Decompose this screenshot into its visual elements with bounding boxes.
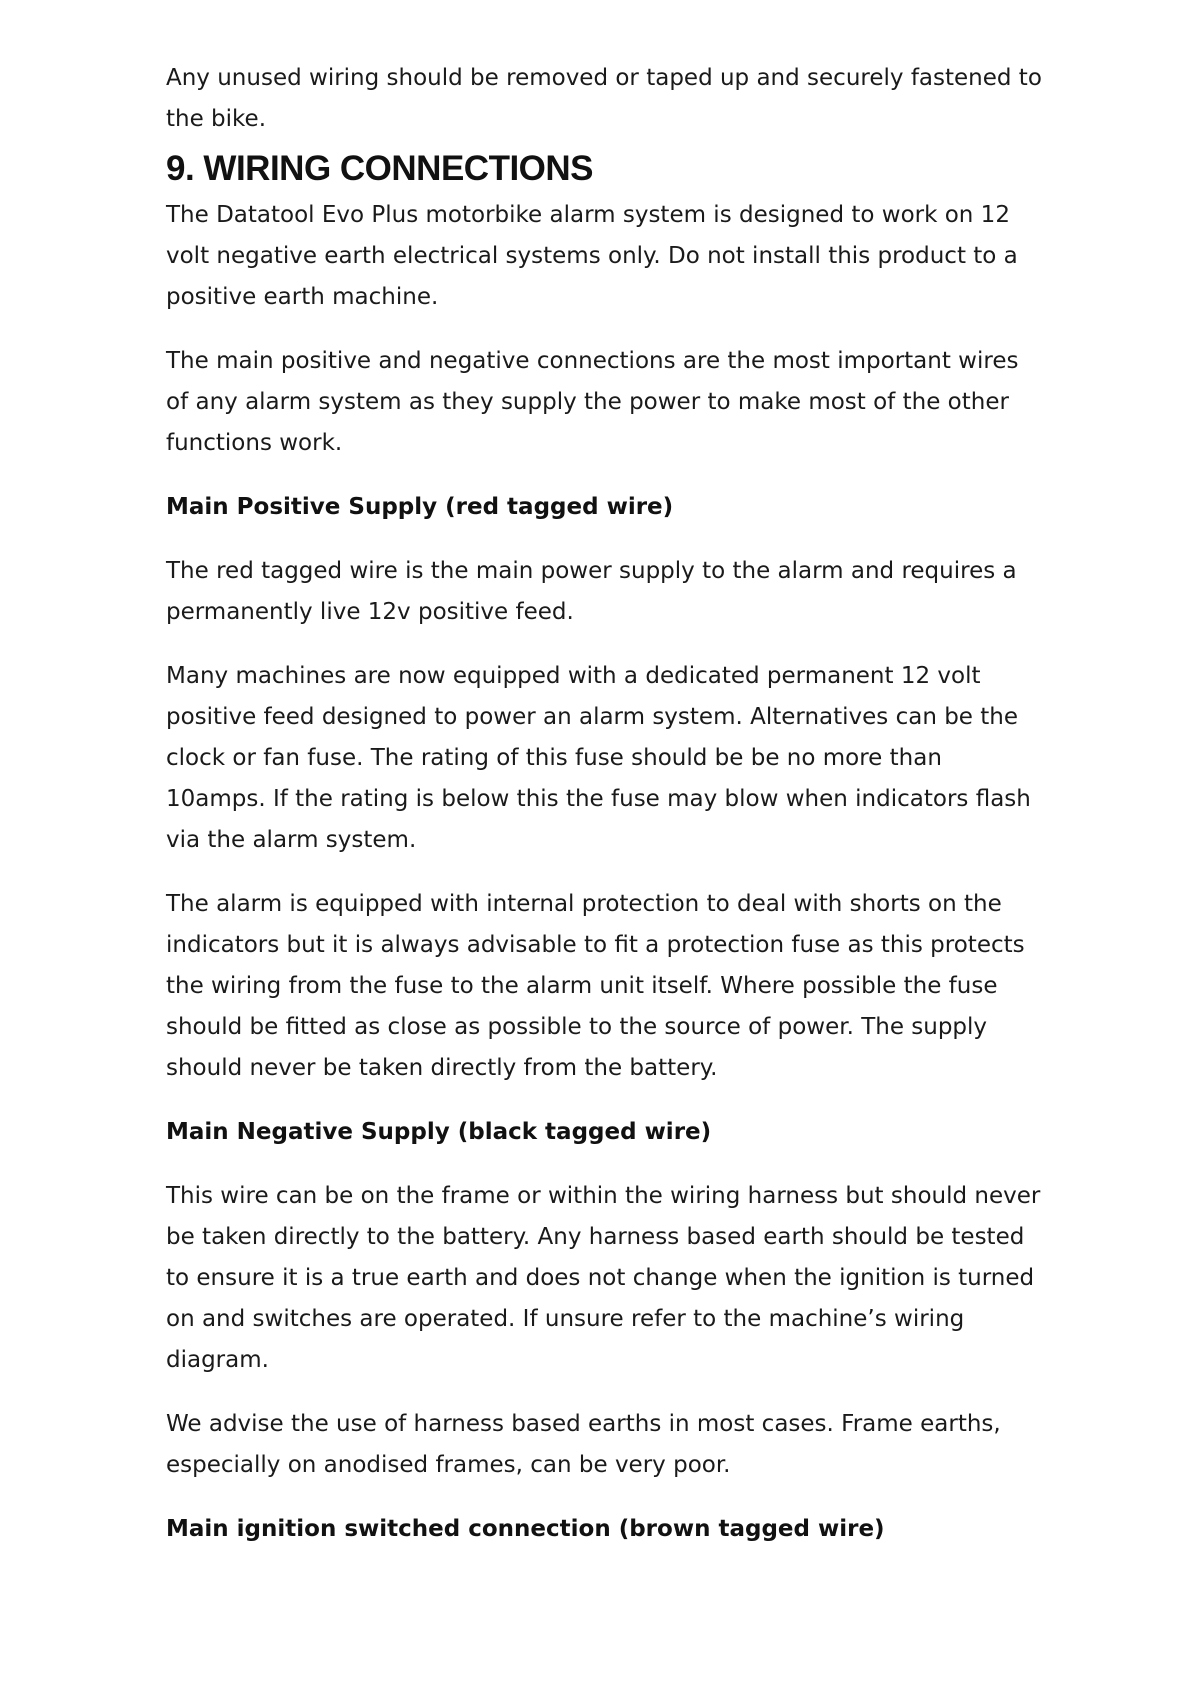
paragraph-main-connections: The main positive and negative connections are the most important wires of any alarm system as they supply the power to make most of the other functions work. <box>166 348 1019 456</box>
heading-main-negative-supply: Main Negative Supply (black tagged wire) <box>166 1119 712 1145</box>
paragraph-internal-protection: The alarm is equipped with internal protection to deal with shorts on the indicators but it is always advisable to fit a protection fuse as this protects the wiring from the fuse to the alarm unit itself. Where possible the fuse should be fitted as close as possible to the source of power. The supply should never be taken directly from the battery. <box>166 891 1025 1081</box>
paragraph-earth-location: This wire can be on the frame or within the wiring harness but should never be taken directly to the battery. Any harness based earth should be tested to ensure it is a true earth and does not change when the ignition is turned on and switches are operated. If unsure refer to the machine’s wiring diagram. <box>166 1183 1041 1373</box>
paragraph-dedicated-feed: Many machines are now equipped with a dedicated permanent 12 volt positive feed designed to power an alarm system. Alternatives can be the clock or fan fuse. The rating of this fuse should be be no more than 10amps. If the rating is below this the fuse may blow when indicators flash via the alarm system. <box>166 663 1031 853</box>
heading-ignition-switched: Main ignition switched connection (brown tagged wire) <box>166 1516 885 1542</box>
paragraph-red-wire: The red tagged wire is the main power supply to the alarm and requires a permanently live 12v positive feed. <box>166 558 1017 625</box>
manual-page <box>166 58 1046 1573</box>
paragraph-harness-earths: We advise the use of harness based earths in most cases. Frame earths, especially on anodised frames, can be very poor. <box>166 1411 1001 1478</box>
paragraph-system-requirements: The Datatool Evo Plus motorbike alarm system is designed to work on 12 volt negative earth electrical systems only. Do not install this product to a positive earth machine. <box>166 202 1018 310</box>
section-title: 9. WIRING CONNECTIONS <box>166 149 594 188</box>
intro-paragraph: Any unused wiring should be removed or taped up and securely fastened to the bike. <box>166 65 1042 132</box>
heading-main-positive-supply: Main Positive Supply (red tagged wire) <box>166 494 674 520</box>
